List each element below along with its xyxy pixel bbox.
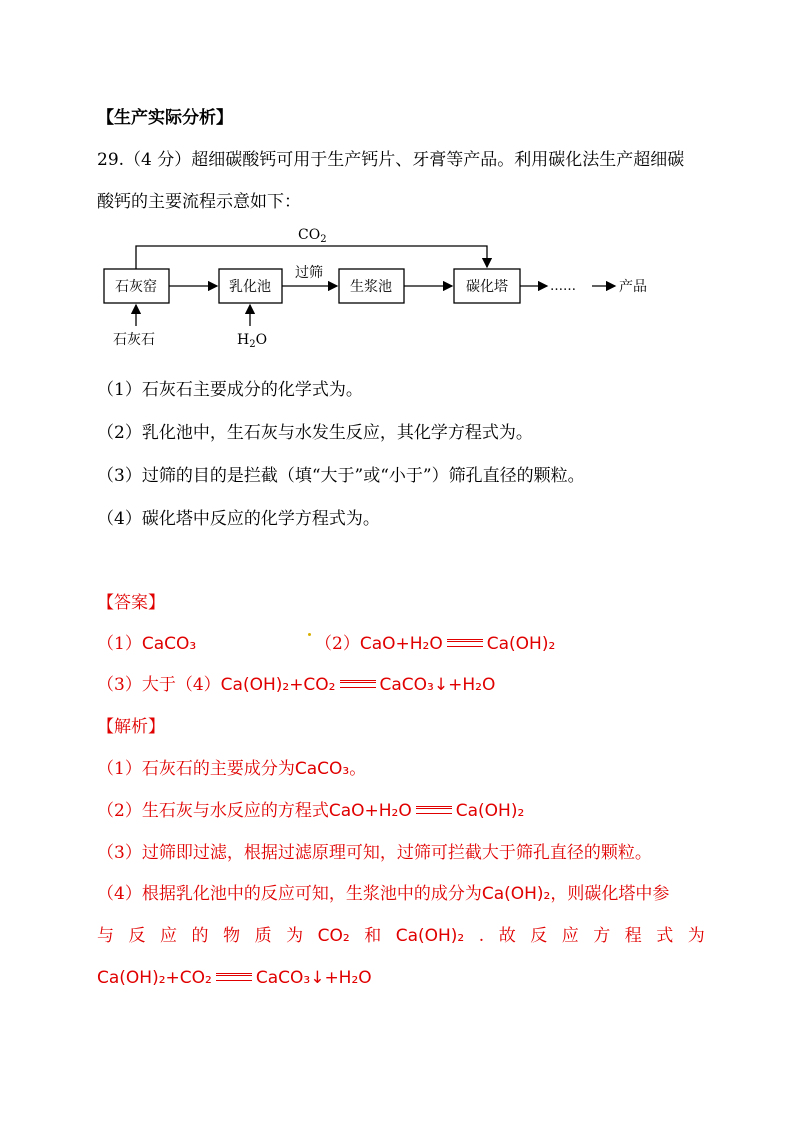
ellipsis: …… [550,279,576,294]
input-limestone: 石灰石 [113,332,155,348]
sub-question-2: （2）乳化池中，生石灰与水发生反应，其化学方程式为。 [97,423,533,443]
question-line-1: 29.（4 分）超细碳酸钙可用于生产钙片、牙膏等产品。利用碳化法生产超细碳 [97,150,685,170]
analysis-heading: 【解析】 [97,717,165,737]
analysis-p4-line3: Ca(OH)₂+CO₂ CaCO₃↓+H₂O [97,968,372,988]
product-label: 产品 [619,279,647,295]
yellow-dot [308,633,311,636]
input-water: $H_2O$ [237,332,268,350]
analysis-p4-line2-word: 式 [656,926,674,946]
analysis-p4-line2-word: . [478,926,485,946]
analysis-p4-line2 [97,924,705,948]
process-flow-diagram [95,222,665,352]
equals-sign [447,639,483,647]
analysis-p3: （3）过筛即过滤，根据过滤原理可知，过筛可拦截大于筛孔直径的颗粒。 [97,843,652,863]
answer-line-1: （1）CaCO₃ [97,634,197,654]
analysis-p4-line2-word: Ca(OH)₂ [395,926,465,946]
analysis-p4-line2-word: 故 [498,926,516,946]
analysis-p4-line2-word: CO₂ [317,926,350,946]
question-line-2: 酸钙的主要流程示意如下： [97,192,301,212]
co2-label: $CO_2$ [298,227,327,245]
analysis-p4-line1: （4）根据乳化池中的反应可知，生浆池中的成分为Ca(OH)₂，则碳化塔中参 [97,884,670,904]
analysis-p4-line2-word: 和 [364,926,382,946]
equals-sign [216,973,252,981]
analysis-p4-line2-word: 为 [687,926,705,946]
analysis-p4-line2-word: 与 [97,926,114,946]
analysis-p4-line2-word: 的 [191,926,209,946]
analysis-p4-line2-word: 应 [561,926,579,946]
sub-question-3: （3）过筛的目的是拦截（填“大于”或“小于”）筛孔直径的颗粒。 [97,466,585,486]
equals-sign [416,806,452,814]
box-carbonation-tower-label: 碳化塔 [466,279,508,295]
answer-line-3: （3）大于（4）Ca(OH)₂+CO₂ CaCO₃↓+H₂O [97,675,496,695]
sieve-label: 过筛 [295,265,323,281]
analysis-p4-line2-word: 应 [160,926,178,946]
analysis-p4-line2-word: 质 [254,926,272,946]
analysis-p4-line2-word: 反 [530,926,548,946]
section-title: 【生产实际分析】 [97,108,233,128]
box-slurry-tank-label: 生浆池 [350,279,392,295]
analysis-p4-line2-word: 物 [223,926,241,946]
sub-question-4: （4）碳化塔中反应的化学方程式为。 [97,509,380,529]
analysis-p4-line2-word: 方 [593,926,611,946]
answer-line-2: （2）CaO+H₂O Ca(OH)₂ [315,634,556,654]
answer-heading: 【答案】 [97,593,165,613]
sub-question-1: （1）石灰石主要成分的化学式为。 [97,380,363,400]
analysis-p4-line2-word: 反 [128,926,146,946]
analysis-p4-line2-word: 程 [624,926,642,946]
box-lime-kiln-label: 石灰窑 [115,279,157,295]
analysis-p4-line2-word: 为 [286,926,304,946]
box-emulsion-tank-label: 乳化池 [229,279,271,295]
equals-sign [340,680,376,688]
analysis-p2: （2）生石灰与水反应的方程式CaO+H₂O Ca(OH)₂ [97,801,525,821]
analysis-p1: （1）石灰石的主要成分为CaCO₃。 [97,759,367,779]
